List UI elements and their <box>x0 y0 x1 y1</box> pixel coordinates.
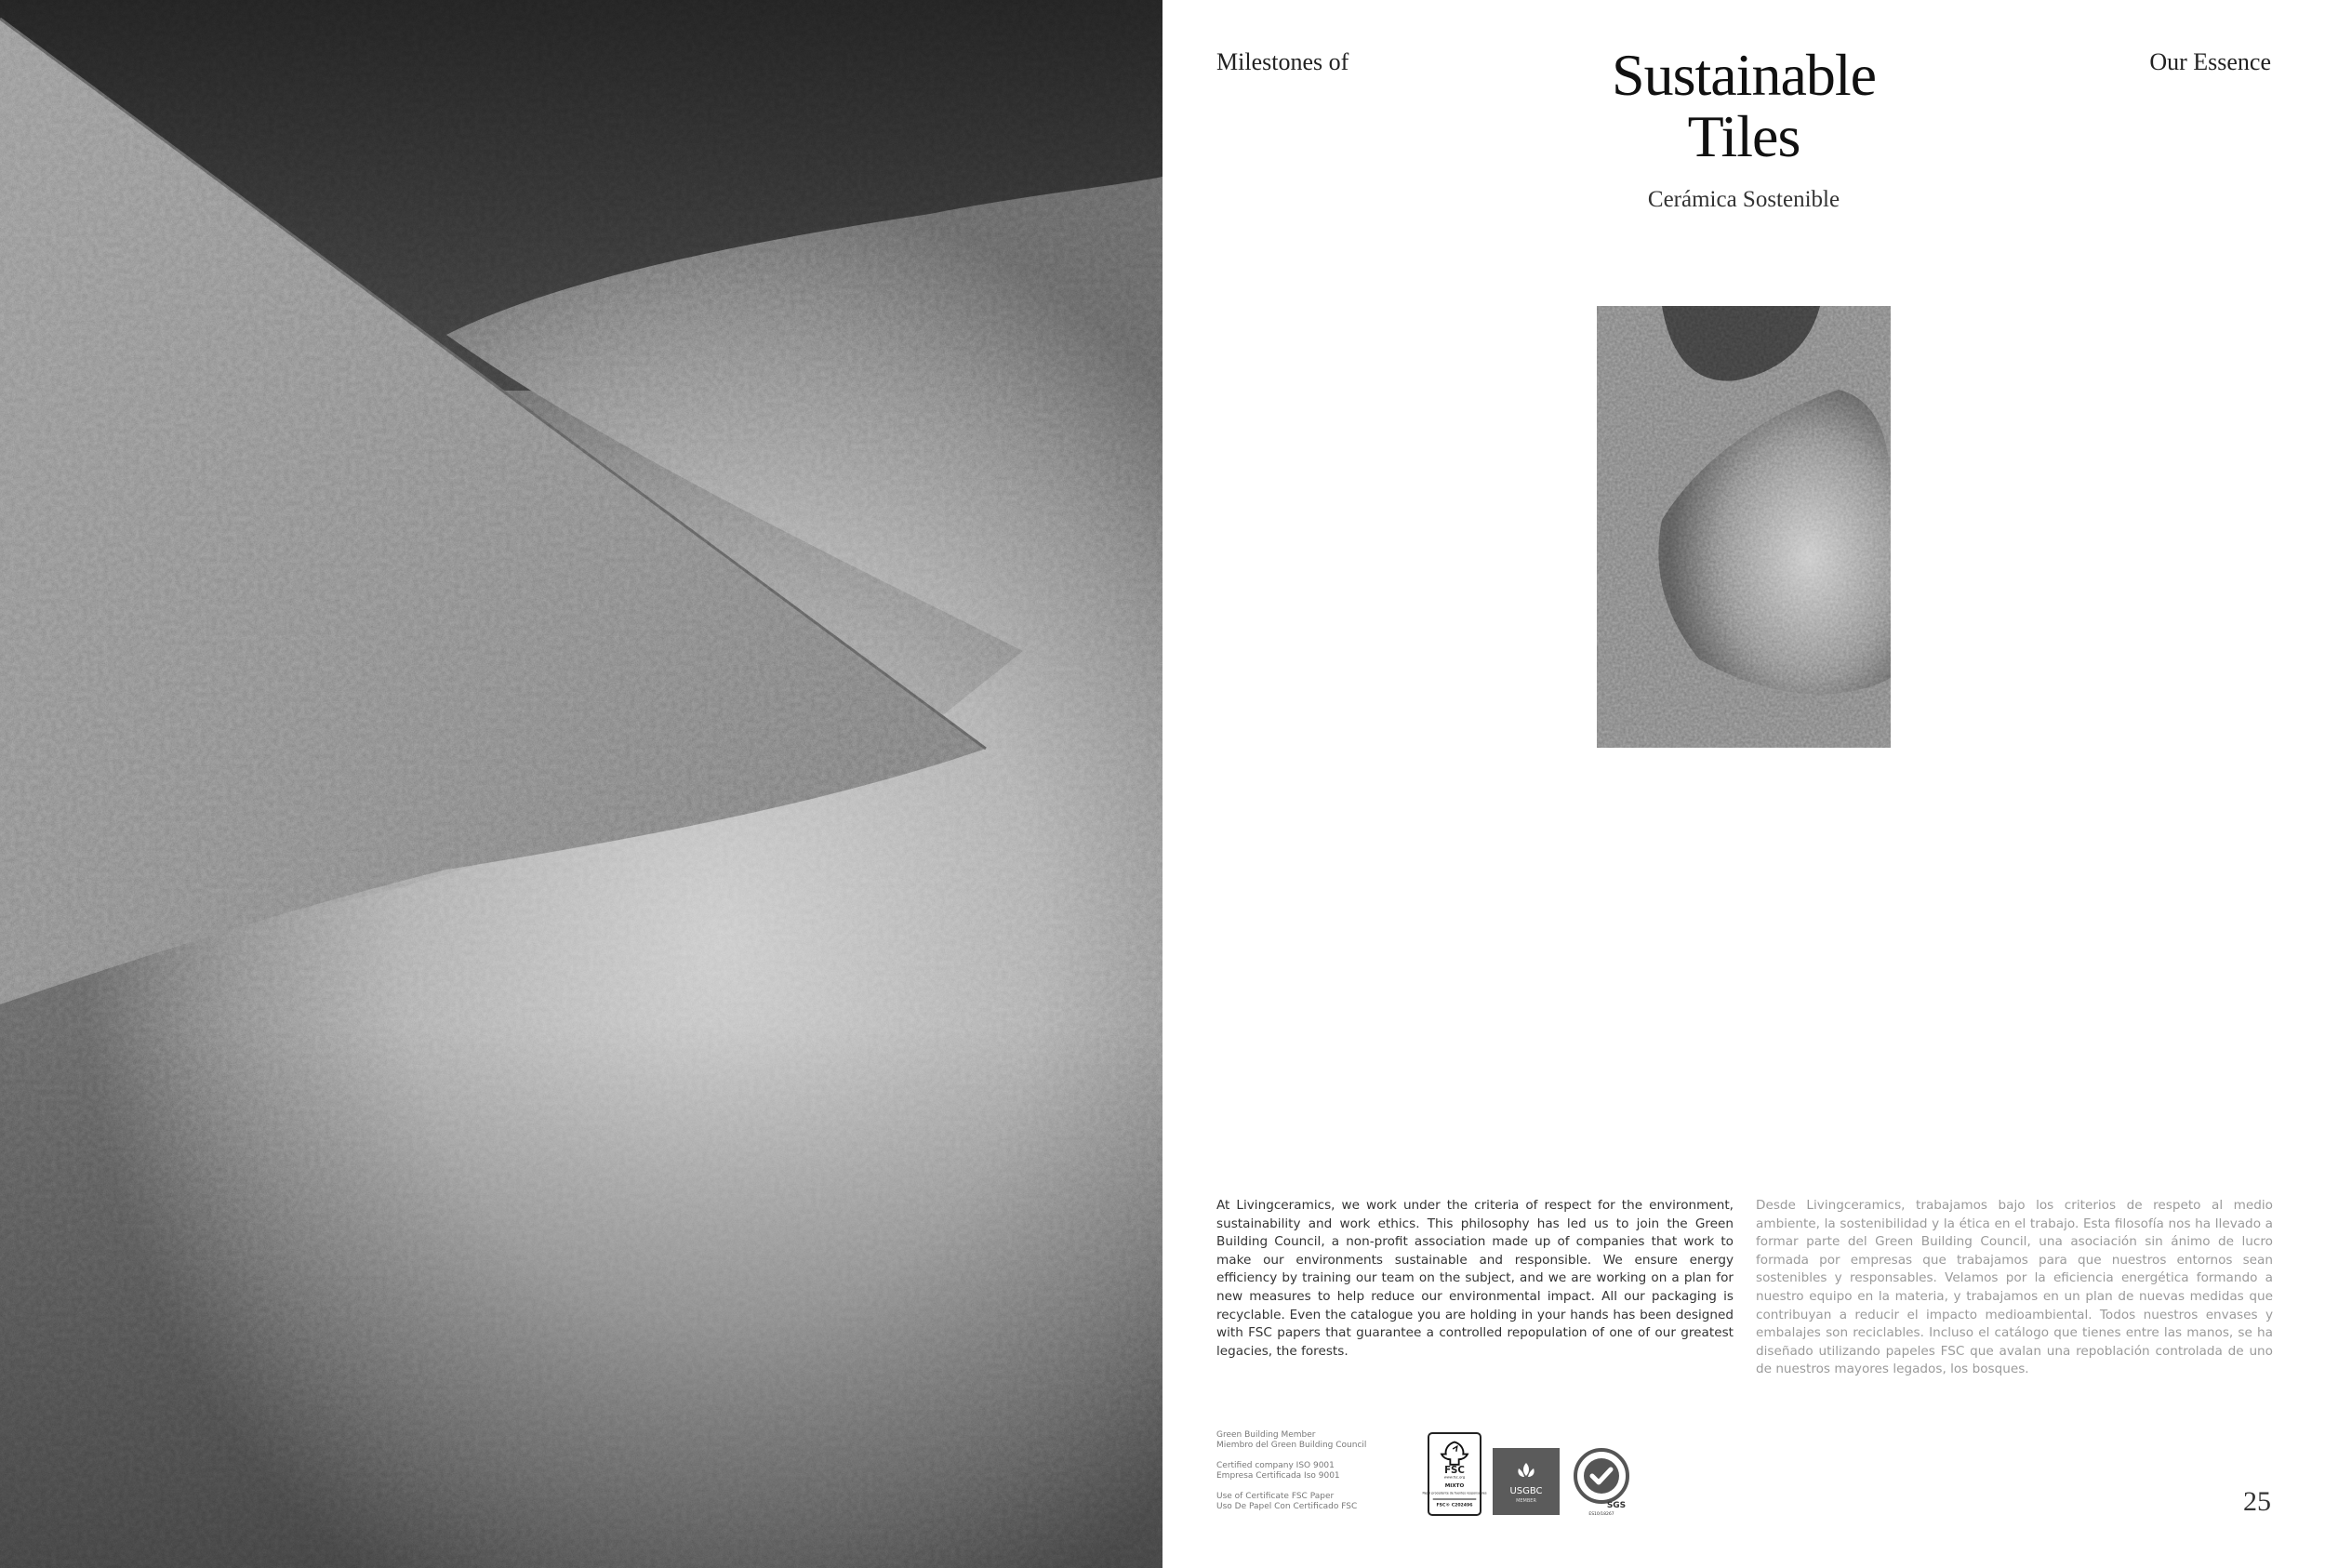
center-photo-graphic <box>1597 306 1891 748</box>
photo-graphic <box>0 0 1162 1568</box>
sgs-logo <box>1570 1446 1633 1517</box>
fsc-logo <box>1422 1432 1487 1516</box>
usgbc-leaf-icon <box>1493 1448 1560 1515</box>
left-photo-tile-on-sand <box>0 0 1162 1568</box>
cert-group-iso <box>1216 1461 1430 1482</box>
page-subtitle: Cerámica Sostenible <box>1647 187 1840 212</box>
cert-line: Uso De Papel Con Certificado FSC <box>1216 1502 1358 1511</box>
page-number: 25 <box>2243 1486 2271 1517</box>
body-text-english: At Livingceramics, we work under the criteria of respect for the environment, sustainability and work ethics. This philosophy has led us to join the Green Building Council, a non-profit association made up of companies that work to make our environments sustainable and responsible. We ensure energy efficiency by training our team on the subject, and we are working on a plan for new measures to help reduce our environmental impact. All our packaging is recyclable. Even the catalogue you are holding in your hands has been designed with FSC papers that guarantee a controlled repopulation of one of our greatest legacies, the forests. <box>1216 1198 1734 1359</box>
certifications-text <box>1216 1430 1430 1522</box>
fsc-code: FSC® C202496 <box>1436 1503 1473 1508</box>
sgs-check-icon <box>1570 1446 1633 1517</box>
sgs-code: ES10/18267 <box>1588 1512 1614 1517</box>
cert-line: Empresa Certificada Iso 9001 <box>1216 1471 1340 1481</box>
fsc-desc: Papel procedente de fuentes responsables <box>1422 1491 1487 1495</box>
fsc-name: FSC <box>1444 1465 1465 1477</box>
sgs-name: SGS <box>1606 1501 1627 1510</box>
fsc-sub: www.fsc.org <box>1443 1475 1466 1480</box>
cert-line: Use of Certificate FSC Paper <box>1216 1492 1335 1501</box>
fsc-tree-icon <box>1422 1434 1487 1514</box>
section-label-right: Our Essence <box>2149 48 2271 75</box>
section-label-left: Milestones of <box>1216 48 1349 75</box>
fsc-mixto: MIXTO <box>1444 1482 1465 1489</box>
usgbc-sub: MEMBER <box>1516 1498 1536 1504</box>
cert-line: Green Building Member <box>1216 1430 1316 1440</box>
body-text-spanish: Desde Livingceramics, trabajamos bajo los criterios de respeto al medio ambiente, la sostenibilidad y la ética en el trabajo. Esta filosofía nos ha llevado a formar parte del Green Building Council, una asociación sin ánimo de lucro formada por empresas que trabajamos para que nuestros entornos sean sostenibles y responsables. Velamos por la eficiencia energética formando a nuestro equipo en la materia, y trabajamos en un plan de nuevas medidas que contribuyan a reducir el impacto medioambiental. Todos nuestros envases y embalajes son reciclables. Incluso el catálogo que tienes entre las manos, se ha diseñado utilizando papeles FSC que avalan una repoblación controlada de uno de nuestros mayores legados, los bosques. <box>1756 1198 2273 1377</box>
usgbc-name: USGBC <box>1509 1486 1543 1496</box>
cert-group-green-building <box>1216 1430 1430 1451</box>
cert-group-fsc <box>1216 1492 1430 1512</box>
cert-line: Certified company ISO 9001 <box>1216 1461 1335 1470</box>
usgbc-logo <box>1493 1448 1560 1515</box>
page-title <box>1348 42 2139 169</box>
title-line-2: Tiles <box>1687 103 1800 169</box>
cert-line: Miembro del Green Building Council <box>1216 1441 1367 1450</box>
center-photo-clay-material <box>1597 306 1891 748</box>
right-page <box>1162 0 2325 1568</box>
title-line-1: Sustainable <box>1611 42 1877 108</box>
